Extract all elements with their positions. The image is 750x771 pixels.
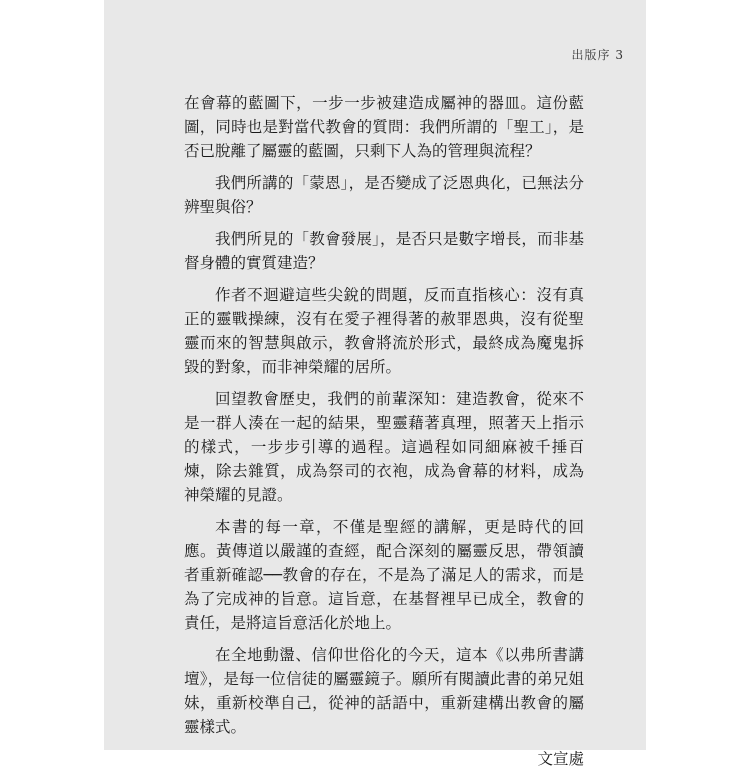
paragraph: 回望教會歷史，我們的前輩深知：建造教會，從來不是一群人湊在一起的結果，聖靈藉著真理，照著天上指示的樣式，一步步引導的過程。這過程如同細麻被千捶百煉，除去雜質，成為祭司的衣袍，成為會幕的材料，成為神榮耀的見證。 [184, 390, 584, 504]
paragraph: 我們所見的「教會發展」，是否只是數字增長，而非基督身體的實質建造？ [184, 230, 584, 272]
body-text [184, 91, 584, 771]
paragraph: 作者不迴避這些尖銳的問題，反而直指核心：沒有真正的靈戰操練，沒有在愛子裡得著的赦罪恩典，沒有從聖靈而來的智慧與啟示，教會將流於形式，最終成為魔鬼拆毀的對象，而非神榮耀的居所。 [184, 286, 584, 376]
page-number: 3 [615, 48, 624, 62]
paragraph: 在全地動盪、信仰世俗化的今天，這本《以弗所書講壇》，是每一位信徒的屬靈鏡子。願所有閱讀此書的弟兄姐妹，重新校準自己，從神的話語中，重新建構出教會的屬靈樣式。 [184, 646, 584, 736]
book-page [104, 0, 646, 768]
paragraph: 在會幕的藍圖下，一步一步被建造成屬神的器皿。這份藍圖，同時也是對當代教會的質問：我們所謂的「聖工」，是否已脫離了屬靈的藍圖，只剩下人為的管理與流程？ [184, 94, 584, 160]
page-header [572, 46, 624, 63]
paragraph: 我們所講的「蒙恩」，是否變成了泛恩典化，已無法分辨聖與俗？ [184, 174, 584, 216]
signature: 文宣處 [537, 750, 584, 768]
section-title: 出版序 [571, 48, 611, 62]
paragraph: 本書的每一章，不僅是聖經的講解，更是時代的回應。黃傳道以嚴謹的查經，配合深刻的屬靈反思，帶領讀者重新確認──教會的存在，不是為了滿足人的需求，而是為了完成神的旨意。這旨意，在基督裡早已成全，教會的責任，是將這旨意活化於地上。 [184, 518, 584, 632]
